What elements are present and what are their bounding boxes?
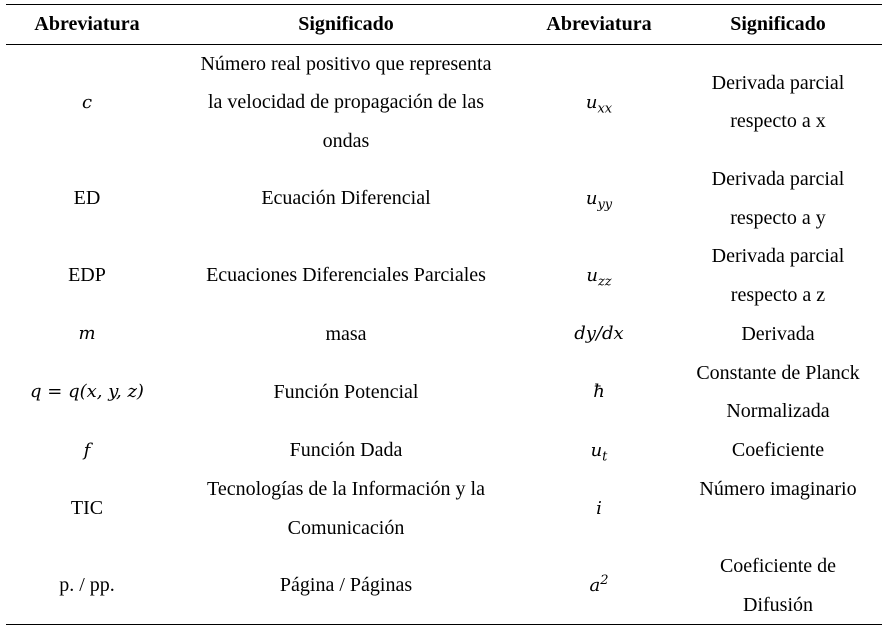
- abbreviation-cell-2: [524, 354, 674, 431]
- abbreviation-2: [585, 91, 613, 117]
- cell-line: Número imaginario: [699, 478, 857, 500]
- cell-line: Derivada parcial: [711, 168, 845, 190]
- abbreviation-cell: [6, 160, 168, 237]
- abbreviation-cell-2: [524, 160, 674, 237]
- abbreviation-2: [593, 381, 605, 402]
- meaning-cell: [168, 44, 524, 160]
- symbol-base: u: [586, 264, 598, 286]
- cell-line: Función Potencial: [273, 380, 419, 403]
- abbreviation-2: [596, 498, 602, 519]
- abbreviation-cell: [6, 547, 168, 625]
- symbol-base: u: [585, 91, 598, 113]
- meaning-cell-2: [674, 547, 882, 625]
- table-row: [6, 470, 882, 547]
- abbreviation-cell-2: [524, 547, 674, 625]
- abbreviation: EDP: [68, 264, 106, 287]
- cell-line: masa: [325, 322, 367, 345]
- meaning-cell: [168, 314, 524, 354]
- symbol-superscript: 2: [600, 572, 609, 588]
- cell-line: Función Dada: [289, 439, 403, 461]
- abbreviation: TIC: [70, 497, 104, 520]
- meaning-cell-2: [674, 237, 882, 314]
- symbol-subscript: xx: [597, 101, 613, 117]
- symbol-base: i: [596, 497, 602, 519]
- cell-line: Ecuación Diferencial: [261, 187, 431, 210]
- meaning-cell: [168, 354, 524, 431]
- abbreviations-table: [6, 4, 882, 625]
- abbreviation-2: [589, 572, 609, 596]
- cell-line: Derivada parcial: [711, 245, 845, 267]
- meaning-cell-2: [674, 354, 882, 431]
- abbreviation: q = q(x, y, z): [30, 381, 144, 403]
- symbol-base: u: [585, 187, 598, 209]
- cell-line: la velocidad de propagación de las: [208, 91, 484, 113]
- cell-line: Ecuaciones Diferenciales Parciales: [206, 264, 486, 287]
- abbreviation-2: [590, 439, 608, 465]
- table-row: [6, 431, 882, 471]
- meaning-cell: [168, 237, 524, 314]
- abbreviation-cell-2: [524, 431, 674, 471]
- cell-line: Tecnologías de la Información y la: [207, 478, 485, 500]
- header-abbreviation-2: Abreviatura: [546, 13, 652, 35]
- table-row: [6, 547, 882, 625]
- cell-line: Difusión: [743, 593, 813, 616]
- meaning-cell: [168, 547, 524, 625]
- meaning-cell-2: [674, 314, 882, 354]
- table-row: [6, 237, 882, 314]
- meaning-cell-2: [674, 44, 882, 160]
- abbreviation: m: [78, 323, 96, 344]
- cell-line: Normalizada: [726, 400, 830, 422]
- cell-line: Constante de Planck: [696, 361, 860, 384]
- abbreviation-cell: [6, 314, 168, 354]
- abbreviation-cell: [6, 431, 168, 471]
- meaning-cell-2: [674, 431, 882, 471]
- cell-line: Coeficiente de: [719, 555, 837, 577]
- header-meaning-2: Significado: [730, 13, 826, 35]
- cell-line: Derivada: [741, 322, 815, 345]
- header-abbreviation: Abreviatura: [34, 13, 140, 35]
- symbol-base: a: [589, 574, 601, 596]
- meaning-cell: [168, 160, 524, 237]
- cell-line: Número real positivo que representa: [200, 52, 492, 75]
- symbol-subscript: yy: [597, 197, 613, 213]
- cell-line: respecto a x: [730, 110, 826, 133]
- abbreviation: p. / pp.: [59, 574, 115, 597]
- abbreviation-cell-2: [524, 470, 674, 547]
- abbreviation-cell: [6, 354, 168, 431]
- meaning-cell: [168, 470, 524, 547]
- cell-line: respecto a z: [730, 283, 826, 306]
- cell-line: Coeficiente: [731, 439, 825, 461]
- header-row: [6, 5, 882, 45]
- cell-line: respecto a y: [730, 206, 826, 229]
- table-row: [6, 314, 882, 354]
- cell-line: Comunicación: [287, 516, 405, 539]
- meaning-cell: [168, 431, 524, 471]
- abbreviation-2: [574, 323, 623, 344]
- meaning-cell-2: [674, 160, 882, 237]
- table-row: [6, 160, 882, 237]
- abbreviation-cell: [6, 470, 168, 547]
- cell-line: Página / Páginas: [279, 574, 413, 597]
- cell-line: ondas: [322, 129, 370, 152]
- abbreviation: c: [81, 91, 93, 113]
- table-row: [6, 354, 882, 431]
- abbreviation-2: [586, 264, 612, 290]
- abbreviation-cell-2: [524, 237, 674, 314]
- symbol-base: ħ: [593, 381, 605, 403]
- symbol-base: u: [590, 439, 603, 461]
- symbol-subscript: t: [602, 449, 608, 465]
- symbol-base: dy/dx: [574, 323, 624, 344]
- abbreviation-cell: [6, 44, 168, 160]
- abbreviation-2: [585, 187, 613, 213]
- table-row: [6, 44, 882, 160]
- abbreviation-cell-2: [524, 44, 674, 160]
- symbol-subscript: zz: [597, 274, 612, 290]
- cell-line: Derivada parcial: [711, 71, 845, 94]
- abbreviation: f: [83, 439, 91, 461]
- abbreviation-cell-2: [524, 314, 674, 354]
- abbreviation: ED: [73, 187, 101, 210]
- abbreviation-cell: [6, 237, 168, 314]
- meaning-cell-2: [674, 470, 882, 547]
- header-meaning: Significado: [298, 13, 394, 35]
